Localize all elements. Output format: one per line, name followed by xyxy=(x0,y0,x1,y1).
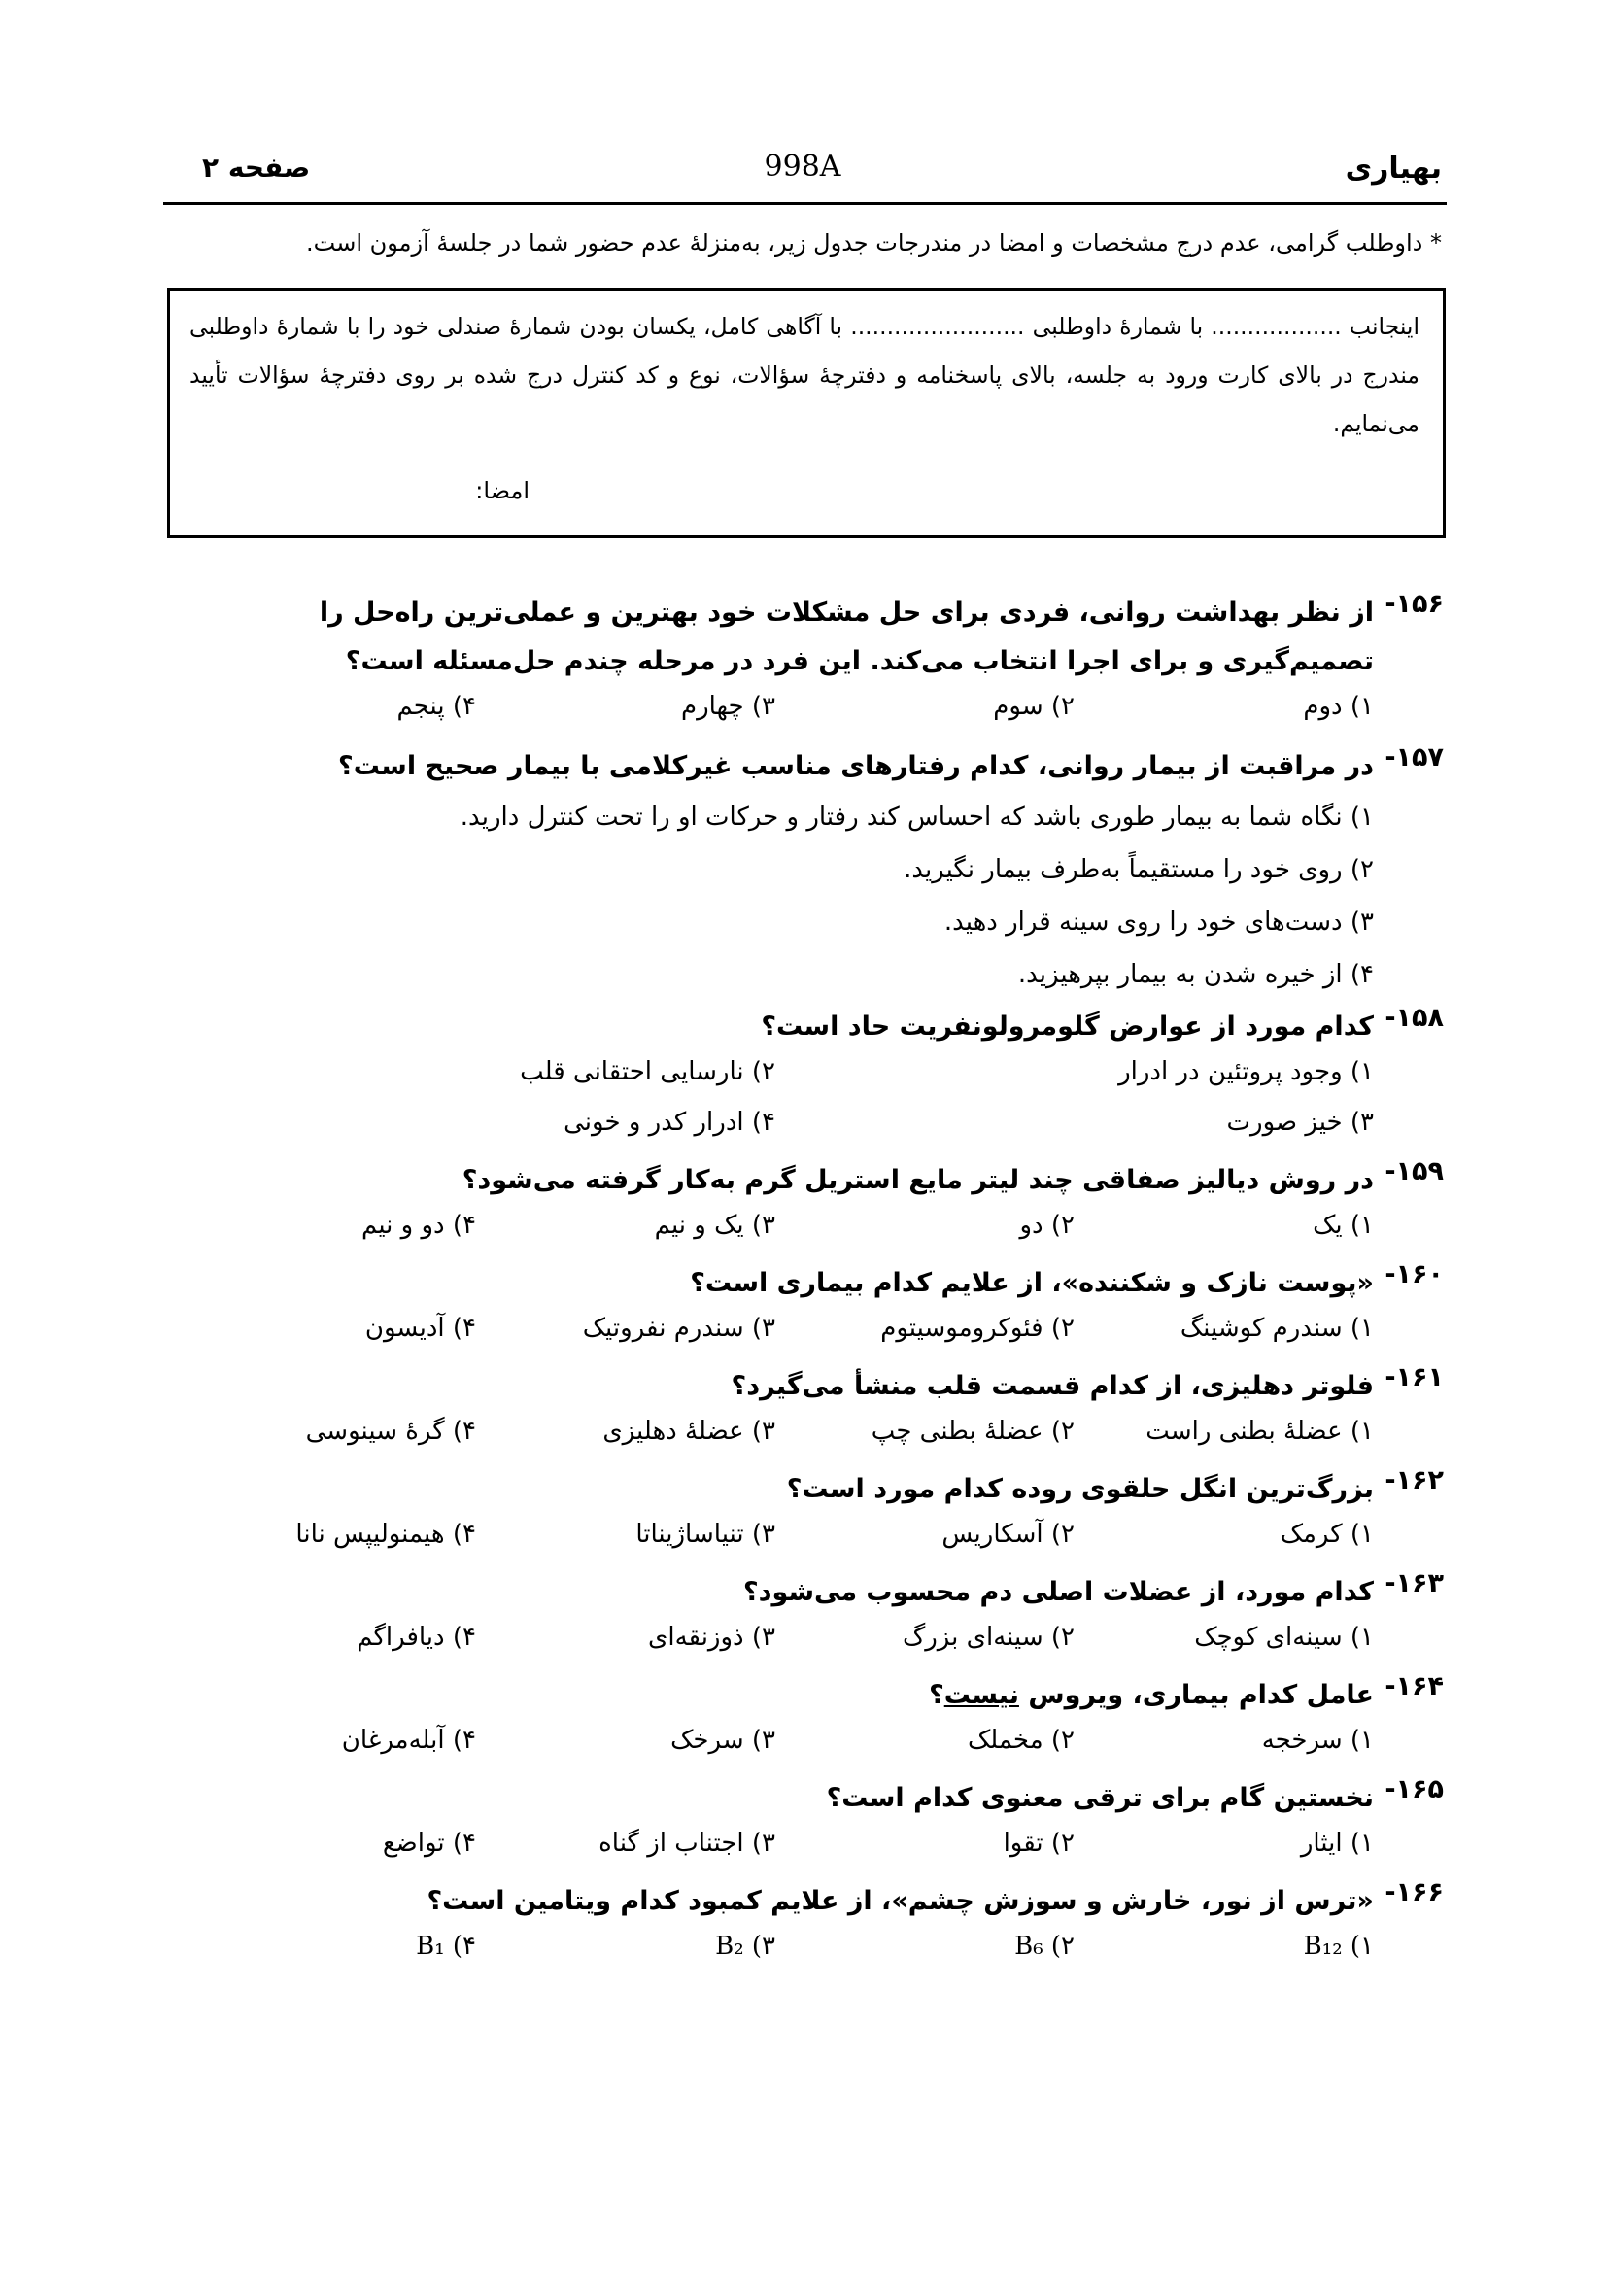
option-2[interactable]: ۲) روی خود را مستقیماً به‌طرف بیمار نگیرید. xyxy=(904,855,1374,884)
question-number: ۱۵۷- xyxy=(1385,742,1444,772)
option-3[interactable]: B₂ (۳ xyxy=(715,1932,775,1961)
question-text: کدام مورد، از عضلات اصلی دم محسوب می‌شود؟ xyxy=(743,1577,1374,1607)
question-number: ۱۶۵- xyxy=(1385,1774,1444,1804)
question-text: در روش دیالیز صفاقی چند لیتر مایع استریل گرم به‌کار گرفته می‌شود؟ xyxy=(462,1165,1374,1195)
question-text-main: عامل کدام بیماری، ویروس xyxy=(1018,1680,1374,1710)
options-row xyxy=(161,1617,1444,1667)
question-160 xyxy=(161,1259,1444,1358)
question-number: ۱۵۶- xyxy=(1385,589,1444,619)
option-4[interactable]: ۴) دیافراگم xyxy=(357,1623,476,1652)
option-3[interactable]: ۳) سندرم نفروتیک xyxy=(582,1314,775,1343)
question-text: از نظر بهداشت روانی، فردی برای حل مشکلات خود بهترین و عملی‌ترین راه‌حل را تصمیم‌گیری و برای اجرا انتخاب می‌کند. این فرد در مرحله چندم حل‌مسئله است؟ xyxy=(319,598,1374,676)
option-1[interactable]: ۱) سینه‌ای کوچک xyxy=(1194,1623,1374,1652)
options-row xyxy=(161,686,1444,737)
question-number: ۱۶۰- xyxy=(1385,1259,1444,1289)
option-1[interactable]: ۱) عضلهٔ بطنی راست xyxy=(1145,1417,1374,1446)
option-4[interactable]: ۴) هیمنولیپس نانا xyxy=(295,1520,476,1549)
question-number: ۱۶۶- xyxy=(1385,1877,1444,1907)
question-166 xyxy=(161,1877,1444,1976)
options-row xyxy=(161,1514,1444,1564)
page-header xyxy=(163,148,1442,196)
option-1[interactable]: ۱) سندرم کوشینگ xyxy=(1180,1314,1374,1343)
option-4[interactable]: ۴) آبله‌مرغان xyxy=(341,1726,476,1755)
options-row xyxy=(161,1205,1444,1255)
question-number: ۱۵۸- xyxy=(1385,1003,1444,1033)
options-list xyxy=(161,791,1374,1001)
option-2[interactable]: ۲) نارسایی احتقانی قلب xyxy=(520,1057,775,1086)
option-4[interactable]: ۴) تواضع xyxy=(382,1829,476,1858)
option-4[interactable]: ۴) دو و نیم xyxy=(361,1211,476,1240)
option-3[interactable]: ۳) خیز صورت xyxy=(1226,1108,1374,1137)
question-157 xyxy=(161,742,1444,1001)
option-3[interactable]: ۳) اجتناب از گناه xyxy=(598,1829,775,1858)
question-text: «پوست نازک و شکننده»، از علایم کدام بیماری است؟ xyxy=(690,1268,1374,1298)
question-156 xyxy=(161,589,1444,737)
options-row xyxy=(161,1823,1444,1873)
option-1[interactable]: ۱) دوم xyxy=(1303,692,1374,721)
option-2[interactable]: ۲) تقوا xyxy=(1003,1829,1075,1858)
signature-label: امضا: xyxy=(475,477,530,504)
option-1[interactable]: ۱) کرمک xyxy=(1280,1520,1374,1549)
question-text: کدام مورد از عوارض گلومرولونفریت حاد است؟ xyxy=(761,1011,1374,1042)
question-text: فلوتر دهلیزی، از کدام قسمت قلب منشأ می‌گیرد؟ xyxy=(731,1371,1374,1401)
question-158 xyxy=(161,1003,1444,1152)
question-165 xyxy=(161,1774,1444,1873)
option-4[interactable]: ۴) ادرار کدر و خونی xyxy=(564,1108,775,1137)
option-3[interactable]: ۳) دست‌های خود را روی سینه قرار دهید. xyxy=(943,908,1374,937)
question-text: «ترس از نور، خارش و سوزش چشم»، از علایم کمبود کدام ویتامین است؟ xyxy=(427,1886,1374,1916)
declaration-box xyxy=(167,288,1446,538)
option-1[interactable]: ۱) نگاه شما به بیمار طوری باشد که احساس کند رفتار و حرکات او را تحت کنترل دارید. xyxy=(460,803,1374,832)
question-number: ۱۶۴- xyxy=(1385,1671,1444,1701)
option-3[interactable]: ۳) چهارم xyxy=(680,692,775,721)
question-text xyxy=(161,1671,1374,1720)
header-divider xyxy=(163,202,1447,205)
option-1[interactable]: ۱) یک xyxy=(1313,1211,1374,1240)
question-162 xyxy=(161,1465,1444,1564)
option-2[interactable]: ۲) فئوکروموسیتوم xyxy=(880,1314,1075,1343)
question-number: ۱۶۳- xyxy=(1385,1568,1444,1598)
question-161 xyxy=(161,1362,1444,1461)
question-164 xyxy=(161,1671,1444,1770)
question-text: بزرگ‌ترین انگل حلقوی روده کدام مورد است؟ xyxy=(786,1474,1374,1504)
option-2[interactable]: ۲) عضلهٔ بطنی چپ xyxy=(871,1417,1075,1446)
option-2[interactable]: B₆ (۲ xyxy=(1014,1932,1075,1961)
question-number: ۱۵۹- xyxy=(1385,1156,1444,1186)
question-163 xyxy=(161,1568,1444,1667)
option-3[interactable]: ۳) ذوزنقه‌ای xyxy=(648,1623,775,1652)
option-2[interactable]: ۲) دو xyxy=(1019,1211,1075,1240)
option-2[interactable]: ۲) مخملک xyxy=(968,1726,1075,1755)
option-4[interactable]: ۴) پنجم xyxy=(396,692,476,721)
option-1[interactable]: ۱) سرخجه xyxy=(1261,1726,1374,1755)
option-3[interactable]: ۳) سرخک xyxy=(670,1726,775,1755)
option-2[interactable]: ۲) آسکاریس xyxy=(941,1520,1075,1549)
option-4[interactable]: ۴) از خیره شدن به بیمار بپرهیزید. xyxy=(1017,960,1374,989)
declaration-text: اینجانب .................. با شمارهٔ داوطلبی ........................ با آگاهی کامل، یکسان بودن شمارهٔ صندلی خود را با شمارهٔ داوطلبی مندرج در بالای کارت ورود به جلسه، بالای پاسخنامه و دفترچهٔ سؤالات، نوع و کد کنترل درج شده بر روی دفترچهٔ سؤالات تأیید می‌نمایم. xyxy=(189,313,1419,437)
question-number: ۱۶۱- xyxy=(1385,1362,1444,1392)
option-4[interactable]: ۴) آدیسون xyxy=(364,1314,476,1343)
options-row xyxy=(161,1051,1444,1102)
option-1[interactable]: ۱) ایثار xyxy=(1300,1829,1374,1858)
candidate-notice: * داوطلب گرامی، عدم درج مشخصات و امضا در مندرجات جدول زیر، به‌منزلهٔ عدم حضور شما در جلسهٔ آزمون است. xyxy=(306,229,1442,257)
option-2[interactable]: ۲) سوم xyxy=(993,692,1075,721)
option-2[interactable]: ۲) سینه‌ای بزرگ xyxy=(902,1623,1075,1652)
option-3[interactable]: ۳) یک و نیم xyxy=(654,1211,775,1240)
question-number: ۱۶۲- xyxy=(1385,1465,1444,1495)
subject-title: بهیاری xyxy=(1345,152,1442,186)
emphasis-word: نیست xyxy=(943,1680,1019,1710)
option-1[interactable]: ۱) وجود پروتئین در ادرار xyxy=(1118,1057,1374,1086)
option-4[interactable]: ۴) گرهٔ سینوسی xyxy=(305,1417,476,1446)
option-4[interactable]: B₁ (۴ xyxy=(416,1932,476,1961)
question-mark: ؟ xyxy=(929,1680,944,1710)
question-159 xyxy=(161,1156,1444,1255)
options-row xyxy=(161,1926,1444,1976)
options-row xyxy=(161,1411,1444,1461)
booklet-code: 998A xyxy=(764,150,841,184)
options-row xyxy=(161,1308,1444,1358)
page-number: صفحه ۲ xyxy=(202,152,311,184)
option-3[interactable]: ۳) عضلهٔ دهلیزی xyxy=(602,1417,775,1446)
question-text: نخستین گام برای ترقی معنوی کدام است؟ xyxy=(826,1783,1374,1813)
option-1[interactable]: B₁₂ (۱ xyxy=(1303,1932,1374,1961)
question-text: در مراقبت از بیمار روانی، کدام رفتارهای مناسب غیرکلامی با بیمار صحیح است؟ xyxy=(338,751,1374,781)
option-3[interactable]: ۳) تنیاساژیناتا xyxy=(635,1520,775,1549)
options-row xyxy=(161,1102,1444,1152)
options-row xyxy=(161,1720,1444,1770)
